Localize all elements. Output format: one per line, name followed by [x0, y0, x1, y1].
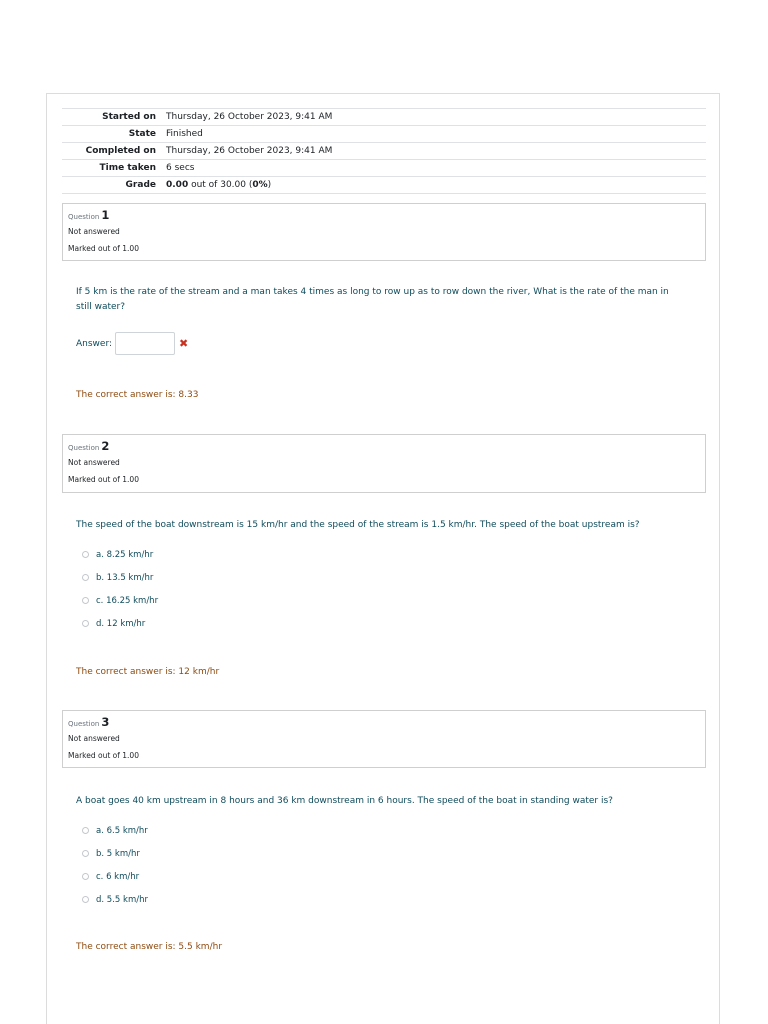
- radio-icon[interactable]: [82, 873, 89, 880]
- question-number: 3: [101, 715, 110, 729]
- grade-score: 0.00: [166, 180, 189, 190]
- summary-row-started: [62, 109, 706, 126]
- radio-icon[interactable]: [82, 551, 89, 558]
- grade-close: ): [267, 180, 272, 190]
- grade-out-of: out of 30.00 (: [188, 180, 253, 190]
- radio-icon[interactable]: [82, 574, 89, 581]
- attempt-summary-table: [62, 108, 706, 194]
- radio-icon[interactable]: [82, 896, 89, 903]
- radio-icon[interactable]: [82, 620, 89, 627]
- started-on-value: Thursday, 26 October 2023, 9:41 AM: [161, 109, 706, 126]
- question-grade: Marked out of 1.00: [68, 475, 139, 484]
- option-b[interactable]: [82, 842, 148, 865]
- summary-row-time: [62, 160, 706, 177]
- state-value: Finished: [161, 126, 706, 143]
- started-on-label: Started on: [62, 109, 161, 126]
- quiz-review-page: [46, 93, 720, 1024]
- time-taken-value: 6 secs: [161, 160, 706, 177]
- option-label: d. 5.5 km/hr: [96, 894, 148, 905]
- completed-on-label: Completed on: [62, 143, 161, 160]
- incorrect-icon: ✖: [179, 337, 189, 350]
- time-taken-label: Time taken: [62, 160, 161, 177]
- option-label: b. 5 km/hr: [96, 848, 140, 859]
- right-answer-1: The correct answer is: 8.33: [76, 390, 199, 400]
- option-b[interactable]: [82, 566, 158, 589]
- option-d[interactable]: [82, 888, 148, 911]
- option-label: a. 6.5 km/hr: [96, 825, 148, 836]
- option-label: d. 12 km/hr: [96, 618, 146, 629]
- answer-input[interactable]: [115, 332, 175, 355]
- answer-label: Answer:: [76, 338, 113, 349]
- option-label: b. 13.5 km/hr: [96, 572, 154, 583]
- option-c[interactable]: [82, 589, 158, 612]
- right-answer-2: The correct answer is: 12 km/hr: [76, 667, 220, 677]
- question-number: 1: [101, 208, 110, 222]
- option-label: c. 6 km/hr: [96, 871, 140, 882]
- option-d[interactable]: [82, 612, 158, 635]
- completed-on-value: Thursday, 26 October 2023, 9:41 AM: [161, 143, 706, 160]
- summary-row-grade: [62, 177, 706, 194]
- question-text-1: If 5 km is the rate of the stream and a man takes 4 times as long to row up as to row down the river, What is the rate of the man in still water?: [76, 287, 669, 312]
- question-grade: Marked out of 1.00: [68, 244, 139, 253]
- radio-icon[interactable]: [82, 827, 89, 834]
- question-label: Question: [68, 444, 100, 452]
- summary-row-completed: [62, 143, 706, 160]
- question-number-line: [68, 714, 700, 730]
- question-text-3: A boat goes 40 km upstream in 8 hours and 36 km downstream in 6 hours. The speed of the boat in standing water is?: [76, 796, 613, 806]
- question-text-2: The speed of the boat downstream is 15 km/hr and the speed of the stream is 1.5 km/hr. The speed of the boat upstream is?: [76, 520, 640, 530]
- question-state: Not answered: [68, 227, 120, 236]
- question-number-line: [68, 438, 700, 454]
- grade-label: Grade: [62, 177, 161, 194]
- question-grade: Marked out of 1.00: [68, 751, 139, 760]
- question-label: Question: [68, 213, 100, 221]
- grade-value: [161, 177, 706, 194]
- question-state: Not answered: [68, 734, 120, 743]
- question-number: 2: [101, 439, 110, 453]
- question-state: Not answered: [68, 458, 120, 467]
- state-label: State: [62, 126, 161, 143]
- radio-icon[interactable]: [82, 597, 89, 604]
- answer-row-1: [76, 332, 188, 355]
- question-info-1: [62, 203, 706, 261]
- option-label: c. 16.25 km/hr: [96, 595, 159, 606]
- option-a[interactable]: [82, 819, 148, 842]
- question-label: Question: [68, 720, 100, 728]
- question-info-3: [62, 710, 706, 768]
- question-info-2: [62, 434, 706, 493]
- options-list-3: [82, 819, 148, 911]
- option-c[interactable]: [82, 865, 148, 888]
- radio-icon[interactable]: [82, 850, 89, 857]
- summary-row-state: [62, 126, 706, 143]
- option-label: a. 8.25 km/hr: [96, 549, 154, 560]
- question-number-line: [68, 207, 700, 223]
- grade-percent: 0%: [252, 180, 268, 190]
- options-list-2: [82, 543, 158, 635]
- option-a[interactable]: [82, 543, 158, 566]
- right-answer-3: The correct answer is: 5.5 km/hr: [76, 942, 223, 952]
